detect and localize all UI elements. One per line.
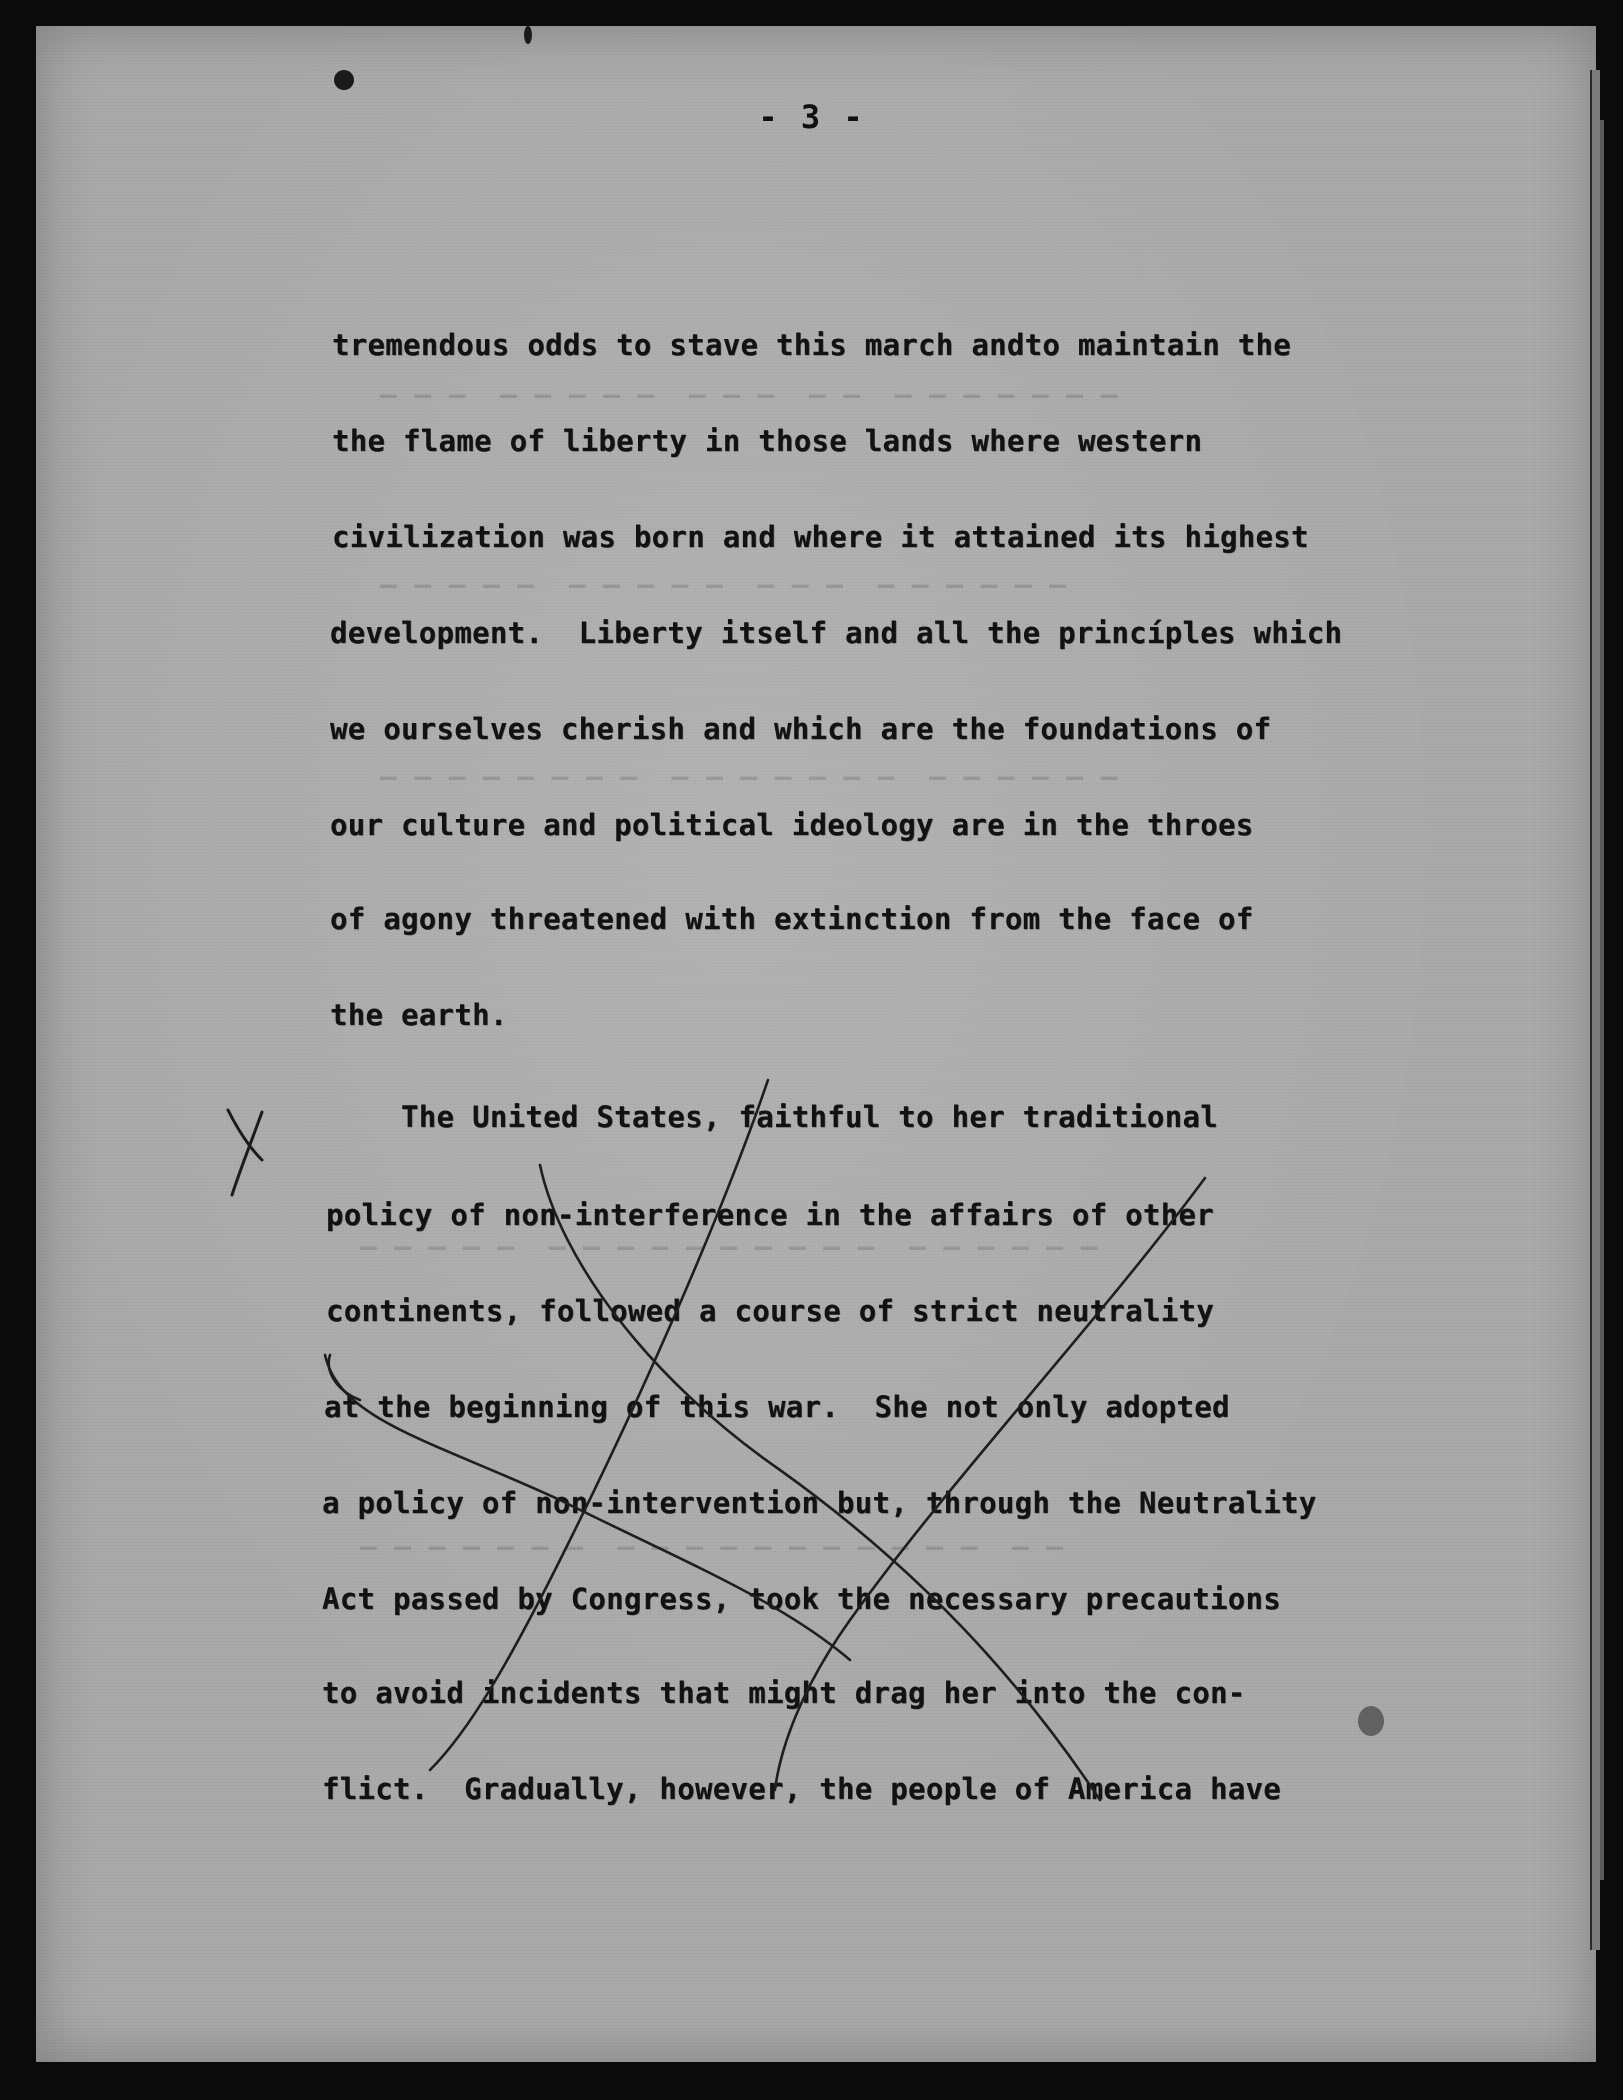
text-line: to avoid incidents that might drag her into the con-	[322, 1676, 1246, 1710]
text-line: our culture and political ideology are in the throes	[330, 808, 1254, 842]
text-line: The United States, faithful to her traditional	[330, 1100, 1218, 1134]
text-line: continents, followed a course of strict neutrality	[326, 1294, 1214, 1328]
text-line: development. Liberty itself and all the princíples which	[330, 616, 1343, 650]
ink-speck	[524, 26, 532, 44]
bleed-through-3: — — — — — — — — — — — — — — — — — — — — —	[380, 760, 1118, 793]
text-line: the earth.	[330, 998, 508, 1032]
bleed-through-1: — — — — — — — — — — — — — — — — — — — —	[380, 378, 1118, 411]
bleed-through-4: — — — — — — — — — — — — — — — — — — — — —	[360, 1230, 1098, 1263]
text-line: we ourselves cherish and which are the foundations of	[330, 712, 1272, 746]
page-edge-shadow	[1590, 70, 1600, 1950]
text-line: at the beginning of this war. She not only adopted	[324, 1390, 1230, 1424]
page-number: - 3 -	[758, 98, 865, 136]
text-line: of agony threatened with extinction from the face of	[330, 902, 1254, 936]
text-line: the flame of liberty in those lands where western	[332, 424, 1203, 458]
text-line: policy of non-interference in the affairs of other	[326, 1198, 1214, 1232]
bleed-through-2: — — — — — — — — — — — — — — — — — — —	[380, 568, 1067, 601]
text-line: civilization was born and where it attained its highest	[332, 520, 1309, 554]
text-line: a policy of non-intervention but, through the Neutrality	[322, 1486, 1317, 1520]
text-line: Act passed by Congress, took the necessary precautions	[322, 1582, 1282, 1616]
bleed-through-5: — — — — — — — — — — — — — — — — — — — —	[360, 1530, 1064, 1563]
text-line: tremendous odds to stave this march andto maintain the	[332, 328, 1292, 362]
page-edge-shadow-inner	[1600, 120, 1604, 1880]
ink-speck	[334, 70, 354, 90]
ink-speck	[1358, 1706, 1384, 1736]
text-line: flict. Gradually, however, the people of America have	[322, 1772, 1282, 1806]
